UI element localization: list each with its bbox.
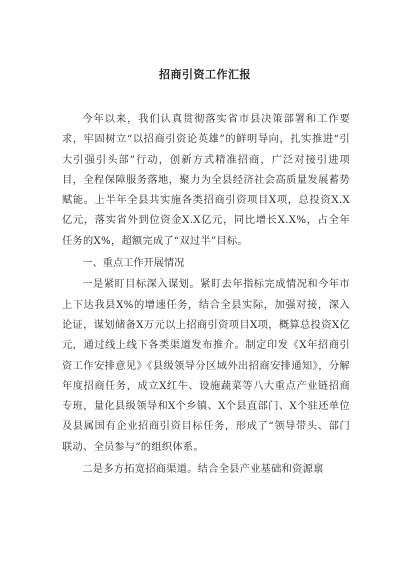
paragraph-intro: 今年以来，我们认真贯彻落实省市县决策部署和工作要求，牢固树立“以招商引资论英雄”的鲜明导向，扎实推进“引大引强引头部”行动，创新方式精准招商，广泛对接引进项目，全程保障服务落地，聚力为全县经济社会高质量发展蓄势赋能。上半年全县共实施各类招商引资项目X项，总投资X.X亿元，落实省外到位资金X.X亿元，同比增长X.X%，占全年任务的X%，超额完成了“双过半”目标。 — [62, 114, 350, 247]
paragraph-point-one: 一是紧盯目标深入谋划。紧盯去年指标完成情况和今年市上下达我县X%的增速任务，结合全县实际，加强对接，深入论证，谋划储备X万元以上招商引资项目X项，概算总投资X亿元，通过线上线下各类渠道发布推介。制定印发《X年招商引资工作安排意见》《县级领导分区域外出招商安排通知》，分解年度招商任务，成立X红牛、设施蔬菜等八大重点产业链招商专班，量化县级领导和X个乡镇、X个县直部门、X个驻还单位及县属国有企业招商引资目标任务，形成了“领导带头、部门联动、全员参与”的组织体系。 — [62, 279, 350, 453]
document-title: 招商引资工作汇报 — [159, 68, 251, 81]
document-body — [62, 110, 350, 482]
paragraph-point-two: 二是多方拓宽招商渠道。结合全县产业基础和资源禀 — [82, 464, 324, 476]
section-heading: 一、重点工作开展情况 — [82, 258, 185, 270]
